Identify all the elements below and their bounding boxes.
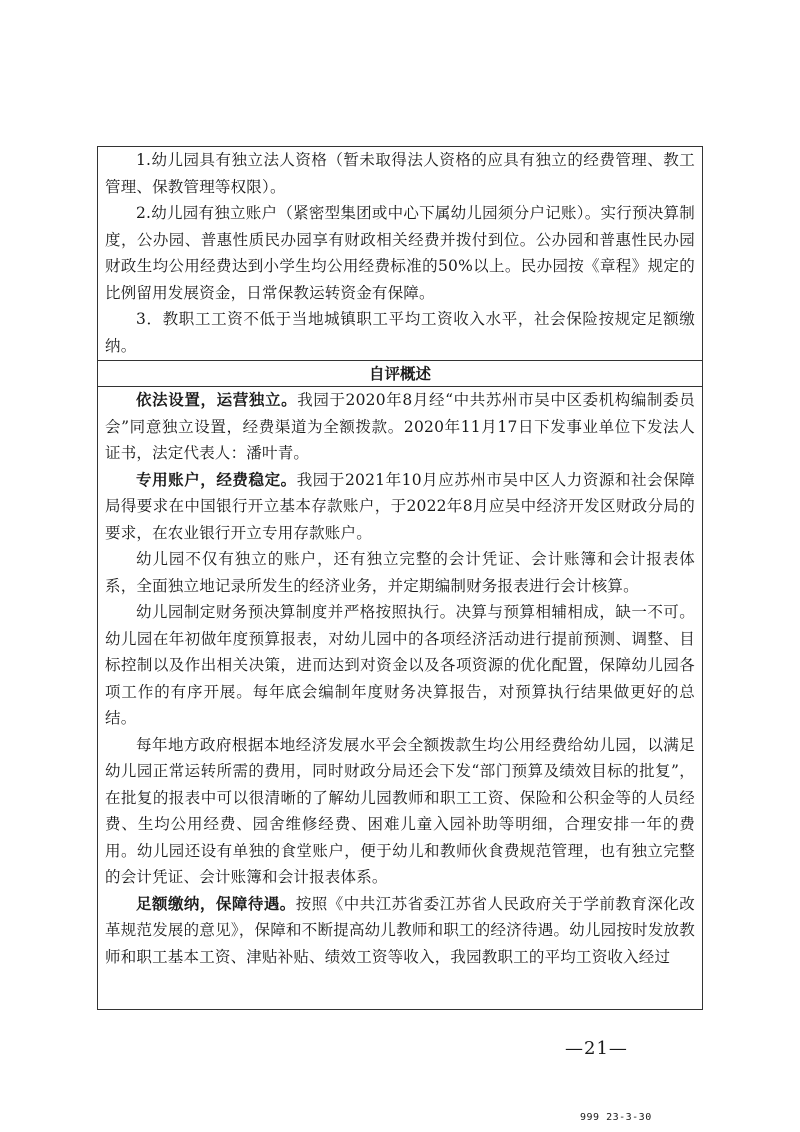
- paragraph-6-text: 按照《中共江苏省委江苏省人民政府关于学前教育深化改革规范发展的意见》，保障和不断提高幼儿教师和职工的经济待遇。幼儿园按时发放教师和职工基本工资、津贴补贴、绩效工资等收入，我园教职工的平均工资收入经过: [105, 894, 695, 966]
- document-table: [97, 146, 703, 1010]
- self-evaluation-section: [98, 387, 702, 1009]
- paragraph-1: [98, 387, 702, 467]
- paragraph-2-lead: 专用账户，经费稳定。: [136, 469, 297, 489]
- requirements-section: [98, 147, 702, 361]
- footer-stamp: 999 23-3-30: [580, 1112, 652, 1123]
- requirement-3: 3．教职工工资不低于当地城镇职工平均工资收入水平，社会保险按规定足额缴纳。: [105, 310, 695, 355]
- section-title: 自评概述: [98, 361, 702, 387]
- paragraph-3: 幼儿园不仅有独立的账户，还有独立完整的会计凭证、会计账簿和会计报表体系，全面独立地记录所发生的经济业务，并定期编制财务报表进行会计核算。: [105, 550, 695, 595]
- paragraph-6: [98, 891, 702, 971]
- paragraph-4: 幼儿园制定财务预决算制度并严格按照执行。决算与预算相辅相成，缺一不可。幼儿园在年初做年度预算报表，对幼儿园中的各项经济活动进行提前预测、调整、目标控制以及作出相关决策，进而达到对资金以及各项资源的优化配置，保障幼儿园各项工作的有序开展。每年底会编制年度财务决算报告，对预算执行结果做更好的总结。: [105, 603, 695, 727]
- requirement-1: 1.幼儿园具有独立法人资格（暂未取得法人资格的应具有独立的经费管理、教工管理、保教管理等权限）。: [105, 151, 695, 196]
- paragraph-1-text: 我园于2020年8月经“中共苏州市吴中区委机构编制委员会”同意独立设置，经费渠道为全额拨款。2020年11月17日下发事业单位下发法人证书，法定代表人：潘叶青。: [105, 391, 695, 462]
- paragraph-2-text: 我园于2021年10月应苏州市吴中区人力资源和社会保障局得要求在中国银行开立基本存款账户，于2022年8月应吴中经济开发区财政分局的要求，在农业银行开立专用存款账户。: [105, 470, 695, 542]
- paragraph-6-lead: 足额缴纳，保障待遇。: [136, 893, 296, 913]
- requirement-2: 2.幼儿园有独立账户（紧密型集团或中心下属幼儿园须分户记账）。实行预决算制度，公办园、普惠性质民办园享有财政相关经费并拨付到位。公办园和普惠性民办园财政生均公用经费达到小学生均公用经费标准的50%以上。民办园按《章程》规定的比例留用发展资金，日常保教运转资金有保障。: [105, 204, 695, 302]
- page-number: —21—: [565, 1038, 628, 1059]
- paragraph-2: [98, 467, 702, 547]
- paragraph-5: 每年地方政府根据本地经济发展水平会全额拨款生均公用经费给幼儿园，以满足幼儿园正常运转所需的费用，同时财政分局还会下发“部门预算及绩效目标的批复”，在批复的报表中可以很清晰的了解幼儿园教师和职工工资、保险和公积金等的人员经费、生均公用经费、园舍维修经费、困难儿童入园补助等明细，合理安排一年的费用。幼儿园还设有单独的食堂账户，便于幼儿和教师伙食费规范管理，也有独立完整的会计凭证、会计账簿和会计报表体系。: [105, 735, 695, 886]
- paragraph-1-lead: 依法设置，运营独立。: [136, 390, 298, 409]
